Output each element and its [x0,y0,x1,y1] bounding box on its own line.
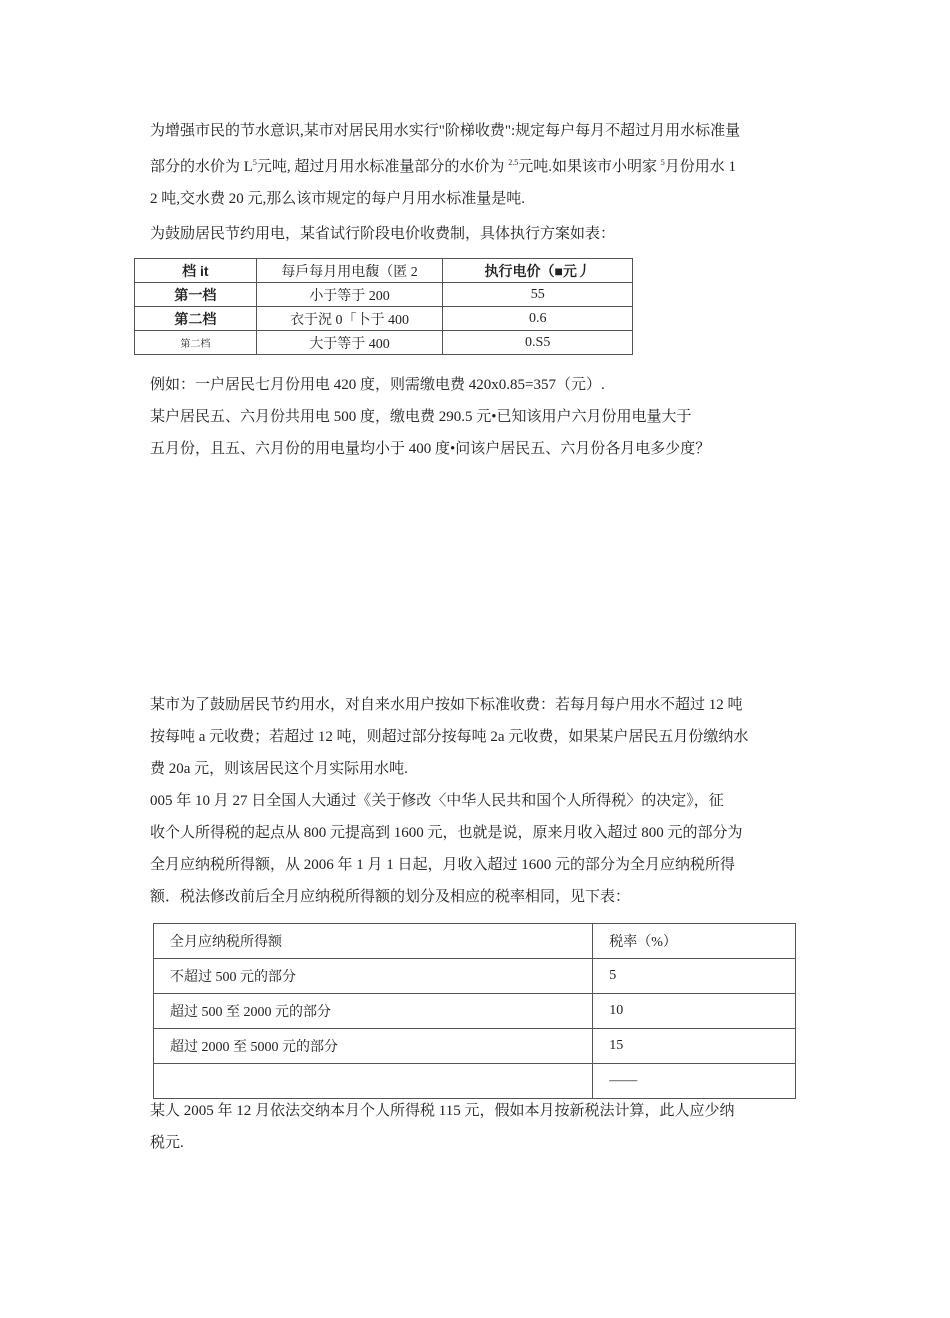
table-cell: 第一档 [135,283,257,307]
table-cell [154,1064,593,1099]
table-cell: 10 [593,994,796,1029]
superscript: 5 [660,158,665,167]
table-cell: 超过 500 至 2000 元的部分 [154,994,593,1029]
table-header-row [154,924,796,959]
table-header-cell: 全月应纳税所得额 [154,924,593,959]
text-line: 全月应纳税所得额，从 2006 年 1 月 1 日起，月收入超过 1600 元的部分为全月应纳税所得 [150,857,736,873]
text-line: 五月份，且五、六月份的用电量均小于 400 度•问该户居民五、六月份各月电多少度？ [150,441,711,457]
text-line [150,153,736,177]
text-line: 为鼓励居民节约用电，某省试行阶段电价收费制，具体执行方案如表： [150,226,616,242]
text-segment: 部分的水价为 L [150,159,253,175]
text-segment: 元吨, 超过月用水标准量部分的水价为 [256,159,509,175]
text-line: 某市为了鼓励居民节约用水，对自来水用户按如下标准收费：若每月每户用水不超过 12 吨 [150,697,743,713]
table-cell: 5 [593,959,796,994]
text-line: 按每吨 a 元收费；若超过 12 吨，则超过部分按每吨 2a 元收费，如果某户居民五月份缴纳水 [150,729,749,745]
table-cell: 15 [593,1029,796,1064]
table-row [154,994,796,1029]
table-row [154,1029,796,1064]
table-header-cell: 执行电价（■元丿 [443,259,633,283]
text-segment: 月份用水 1 [664,159,736,175]
table-row [154,1064,796,1099]
text-line: 为增强市民的节水意识,某市对居民用水实行"阶梯收费":规定每户每月不超过月用水标准量 [150,123,741,139]
table-cell: 第二档 [135,307,257,331]
superscript: 5 [252,158,257,167]
table-cell: 大于等于 400 [256,331,443,355]
table-cell: 不超过 500 元的部分 [154,959,593,994]
text-line: 例如：一户居民七月份用电 420 度，则需缴电费 420x0.85=357（元）. [150,377,605,393]
table-row [135,307,633,331]
text-segment: 元吨.如果该市小明家 [518,159,661,175]
superscript: 2.5 [508,158,519,167]
table-header-cell: 税率（%） [593,924,796,959]
text-line: 费 20a 元，则该居民这个月实际用水吨. [150,761,408,777]
table-cell: 超过 2000 至 5000 元的部分 [154,1029,593,1064]
text-line: 某人 2005 年 12 月依法交纳本月个人所得税 115 元，假如本月按新税法计算，此人应少纳 [150,1103,735,1119]
text-line: 2 吨,交水费 20 元,那么该市规定的每户月用水标准量是吨. [150,191,526,207]
table-row [154,959,796,994]
table-row [135,331,633,355]
text-line: 额．税法修改前后全月应纳税所得额的划分及相应的税率相同，见下表： [150,889,631,905]
table-header-cell: 每戶每月用电馥（匿 2 [256,259,443,283]
text-line: 005 年 10 月 27 日全国人大通过《关于修改〈中华人民共和国个人所得税〉的决定》，征 [150,793,724,809]
table-cell: —— [593,1064,796,1099]
table-header-row [135,259,633,283]
text-line: 某户居民五、六月份共用电 500 度，缴电费 290.5 元•已知该用户六月份用电量大于 [150,409,692,425]
text-line: 收个人所得税的起点从 800 元提高到 1600 元，也就是说，原来月收入超过 800 元的部分为 [150,825,743,841]
table-cell: 0.S5 [443,331,633,355]
table-cell: 衣于況 0「卜于 400 [256,307,443,331]
table-cell: 55 [443,283,633,307]
electricity-price-table [134,258,633,355]
table-row [135,283,633,307]
table-cell: 小于等于 200 [256,283,443,307]
text-line: 税元. [150,1135,184,1151]
table-header-cell: 档 it [135,259,257,283]
tax-rate-table [153,923,796,1099]
table-cell: 0.6 [443,307,633,331]
table-cell: 第二档 [135,331,257,355]
